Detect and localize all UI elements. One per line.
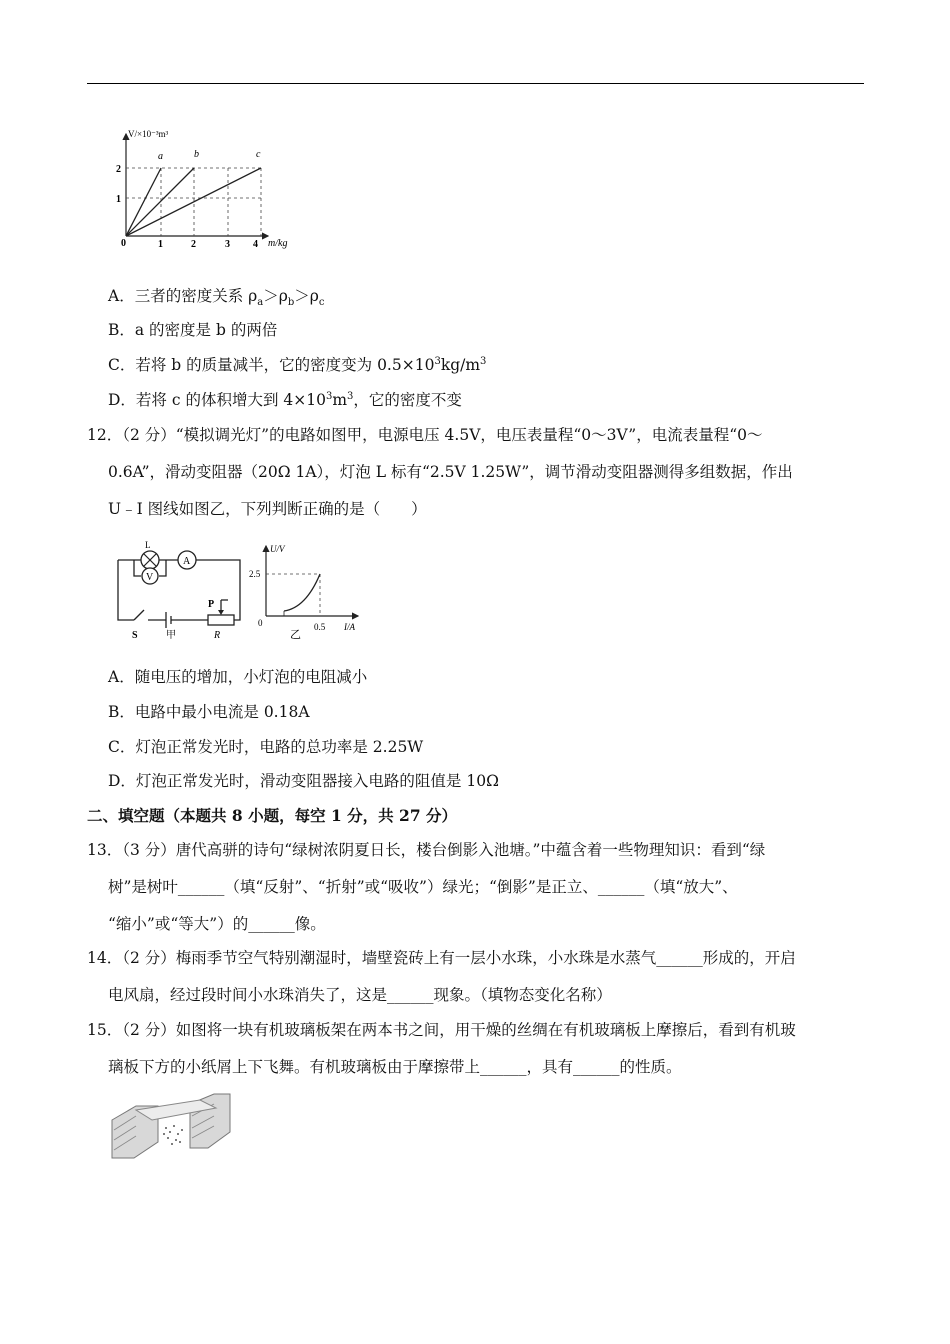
resistor-label: R bbox=[214, 630, 221, 641]
label-a: a bbox=[158, 151, 163, 162]
x-axis-label: I/A bbox=[344, 622, 355, 632]
q13-line1: 13．（3 分）唐代高骈的诗句“绿树浓阴夏日长，楼台倒影入池塘。”中蕴含着一些物理知识：看到“绿 bbox=[87, 841, 766, 859]
x-tick-1: 1 bbox=[158, 239, 163, 250]
circuit-diagram bbox=[108, 540, 248, 645]
y-tick-1: 1 bbox=[116, 194, 121, 205]
q12-option-c: C．灯泡正常发光时，电路的总功率是 2.25W bbox=[108, 738, 424, 756]
y-axis-label: U/V bbox=[270, 544, 285, 554]
q12-option-a: A．随电压的增加，小灯泡的电阻减小 bbox=[108, 668, 368, 686]
section-2-heading: 二、填空题（本题共 8 小题，每空 1 分，共 27 分） bbox=[87, 806, 458, 825]
q12-option-d: D．灯泡正常发光时，滑动变阻器接入电路的阻值是 10Ω bbox=[108, 772, 499, 790]
lamp-label: L bbox=[145, 540, 151, 550]
line-a bbox=[126, 168, 161, 236]
ui-curve bbox=[284, 574, 320, 611]
q15-line1: 15．（2 分）如图将一块有机玻璃板架在两本书之间，用干燥的丝绸在有机玻璃板上摩擦后，看到有机玻 bbox=[87, 1021, 796, 1039]
x-tick-2: 2 bbox=[191, 239, 196, 250]
y-tick: 2.5 bbox=[249, 569, 261, 579]
figure-label-yi: 乙 bbox=[290, 629, 301, 641]
y-axis-label: V/×10⁻³m³ bbox=[128, 129, 169, 139]
q15-line2: 璃板下方的小纸屑上下飞舞。有机玻璃板由于摩擦带上______，具有______的性质。 bbox=[108, 1058, 682, 1076]
x-tick-3: 3 bbox=[225, 239, 230, 250]
q12-stem-line2: 0.6A”，滑动变阻器（20Ω 1A），灯泡 L 标有“2.5V 1.25W”，调节滑动变阻器测得多组数据，作出 bbox=[108, 463, 793, 481]
q12-option-b: B．电路中最小电流是 0.18A bbox=[108, 703, 310, 721]
y-tick-2: 2 bbox=[116, 164, 121, 175]
q13-line3: “缩小”或“等大”）的______像。 bbox=[108, 915, 326, 933]
line-c bbox=[126, 168, 261, 236]
voltmeter-label: V bbox=[146, 572, 154, 583]
figure-label-jia: 甲 bbox=[166, 630, 176, 641]
q13-line2: 树”是树叶______（填“反射”、“折射”或“吸收”）绿光；“倒影”是正立、______（填“放大”、 bbox=[108, 878, 738, 896]
header-rule bbox=[87, 83, 864, 84]
density-graph bbox=[108, 124, 308, 252]
plexiglass-figure bbox=[108, 1090, 238, 1165]
q11-option-c: C．若将 b 的质量减半，它的密度变为 $0.5\times 10^3kg/m^3$ bbox=[108, 355, 487, 374]
label-b: b bbox=[194, 149, 199, 160]
q11-option-a: A．三者的密度关系 $\rho_a>\rho_b>\rho_c$ bbox=[108, 287, 325, 309]
switch-label: S bbox=[132, 630, 138, 641]
label-c: c bbox=[256, 149, 261, 160]
origin-label: 0 bbox=[121, 238, 126, 249]
ammeter-label: A bbox=[183, 556, 191, 567]
q12-stem-line1: 12．（2 分）“模拟调光灯”的电路如图甲，电源电压 4.5V，电压表量程“0～3V”，电流表量程“0～ bbox=[87, 426, 763, 444]
q14-line2: 电风扇，经过段时间小水珠消失了，这是______现象。（填物态变化名称） bbox=[108, 986, 612, 1004]
x-axis-label: m/kg bbox=[268, 238, 288, 249]
q12-stem-line3: U﹣I 图线如图乙，下列判断正确的是（ ） bbox=[108, 500, 427, 518]
ui-graph bbox=[248, 540, 368, 645]
x-tick-4: 4 bbox=[253, 239, 258, 250]
slider-label: P bbox=[208, 599, 215, 610]
q14-line1: 14．（2 分）梅雨季节空气特别潮湿时，墙壁瓷砖上有一层小水珠，小水珠是水蒸气______形成的，开启 bbox=[87, 949, 796, 967]
line-b bbox=[126, 168, 194, 236]
q11-option-b: B．a 的密度是 b 的两倍 bbox=[108, 321, 278, 339]
q11-option-d: D．若将 c 的体积增大到 $4\times 10^3m^3$，它的密度不变 bbox=[108, 390, 462, 409]
x-tick: 0.5 bbox=[314, 622, 326, 632]
origin-label: 0 bbox=[258, 618, 263, 628]
